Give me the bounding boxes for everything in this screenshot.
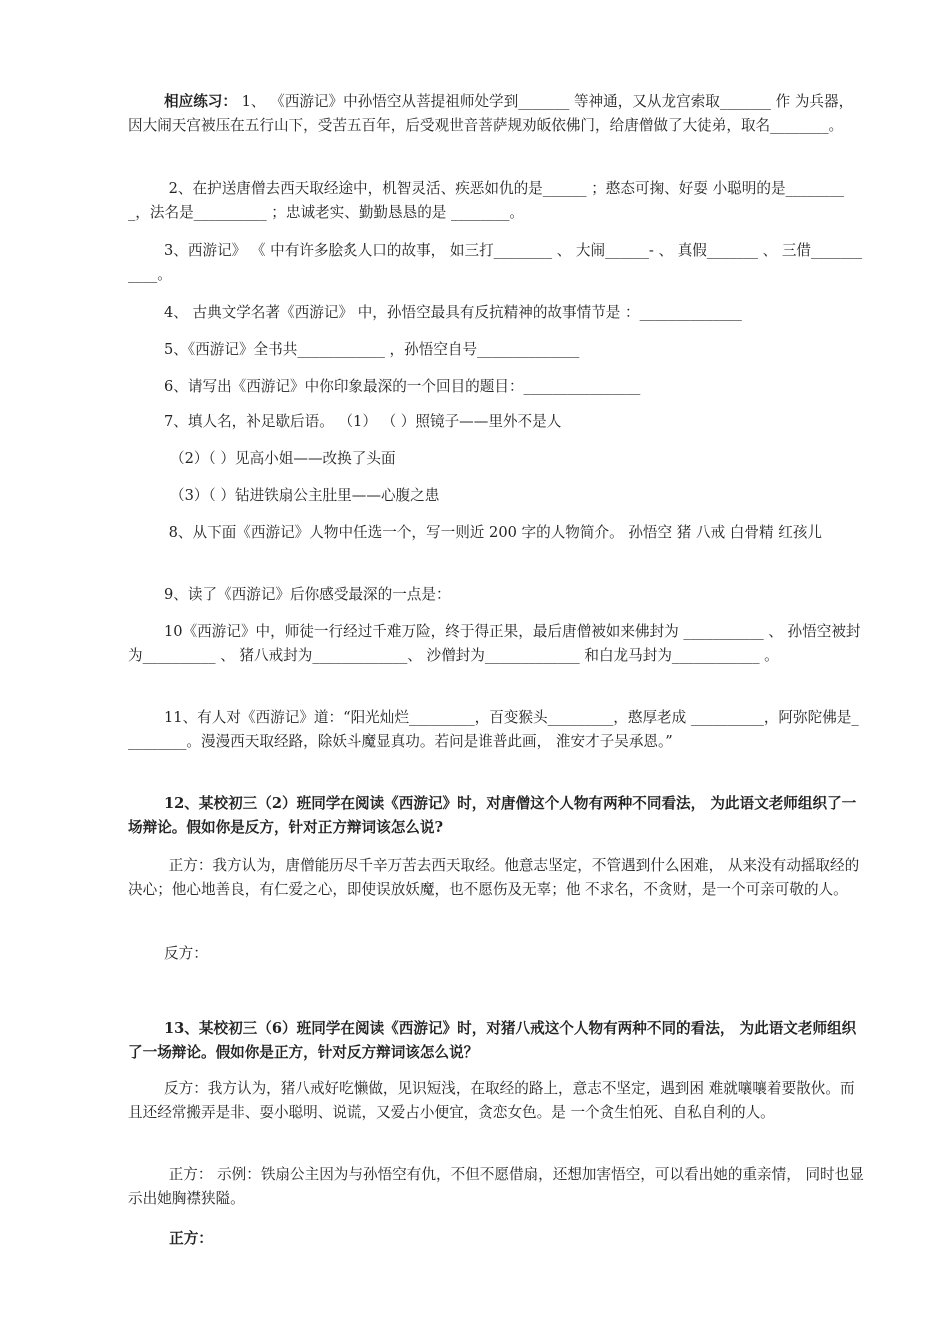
question-6: 6、请写出《西游记》中你印象最深的一个回目的题目：________________ <box>164 378 641 395</box>
question-7-item-3: （3）（ ）钻进铁扇公主肚里——心腹之患 <box>170 487 440 504</box>
question-4: 4、 古典文学名著《西游记》 中，孙悟空最具有反抗精神的故事情节是 ：______________ <box>164 304 742 321</box>
question-13-pro-answer: 正方： <box>164 1230 213 1247</box>
question-5: 5、《西游记》全书共____________ ，孙悟空自号______________ <box>164 341 580 358</box>
question-12-pro-argument: 正方：我方认为，唐僧能历尽千辛万苦去西天取经。他意志坚定，不管遇到什么困难， 从来没有动摇取经的决心；他心地善良，有仁爱之心，即使误放妖魔，也不愿伤及无辜；他 不求名，不贪财，是一个可亲可敬的人。 <box>128 857 860 898</box>
question-2: 2、在护送唐僧去西天取经途中，机智灵活、疾恶如仇的是______ ；憨态可掬、好耍 小聪明的是_________，法名是__________ ；忠诚老实、勤勤恳恳的是 ________。 <box>128 180 844 221</box>
question-10: 10《西游记》中，师徒一行经过千难万险，终于得正果，最后唐僧被如来佛封为 ___________ 、 孙悟空被封为__________ 、 猪八戒封为_____________、 沙僧封为_____________ 和白龙马封为____________ 。 <box>128 623 861 664</box>
question-3: 3、西游记》 《 中有许多脍炙人口的故事， 如三打________ 、 大闹______- 、 真假_______ 、 三借___________。 <box>128 242 863 283</box>
question-1 <box>128 90 864 137</box>
question-7-item-2: （2）（ ）见高小姐——改换了头面 <box>170 450 396 467</box>
question-9: 9、读了《西游记》后你感受最深的一点是： <box>164 586 451 603</box>
question-11: 11、有人对《西游记》道：“阳光灿烂_________，百变猴头_________，憨厚老成 __________，阿弥陀佛是_________。漫漫西天取经路，除妖斗魔显真功。若问是谁普此画， 淮安才子吴承恩。” <box>128 709 859 750</box>
question-7: 7、填人名，补足歇后语。 （1） （ ）照镜子——里外不是人 <box>164 413 562 430</box>
question-12-con-answer: 反方： <box>164 945 208 962</box>
question-1-text: 1、 《西游记》中孙悟空从菩提祖师处学到_______ 等神通，又从龙宫索取_______ 作 为兵器，因大闹天宫被压在五行山下，受苦五百年，后受观世音菩萨规劝皈依佛门，给唐僧做了大徒弟，取名________。 <box>128 93 854 134</box>
question-8: 8、从下面《西游记》人物中任选一个，写一则近 200 字的人物简介。 孙悟空 猪 八戒 白骨精 红孩儿 <box>164 524 823 541</box>
intro-label: 相应练习： <box>164 93 237 110</box>
question-13-example: 正方： 示例：铁扇公主因为与孙悟空有仇，不但不愿借扇，还想加害悟空，可以看出她的重亲情， 同时也显示出她胸襟狭隘。 <box>128 1166 864 1207</box>
question-13-con-argument: 反方：我方认为，猪八戒好吃懒做，见识短浅，在取经的路上，意志不坚定，遇到困 难就嚷嚷着要散伙。而且还经常搬弄是非、耍小聪明、说谎，又爱占小便宜，贪恋女色。是 一个贪生怕死、自私自利的人。 <box>128 1080 855 1121</box>
question-12: 12、某校初三（2）班同学在阅读《西游记》时，对唐僧这个人物有两种不同看法， 为此语文老师组织了一场辩论。假如你是反方，针对正方辩词该怎么说? <box>128 795 857 836</box>
question-13: 13、某校初三（6）班同学在阅读《西游记》时，对猪八戒这个人物有两种不同的看法， 为此语文老师组织了一场辩论。假如你是正方，针对反方辩词该怎么说？ <box>128 1020 857 1061</box>
